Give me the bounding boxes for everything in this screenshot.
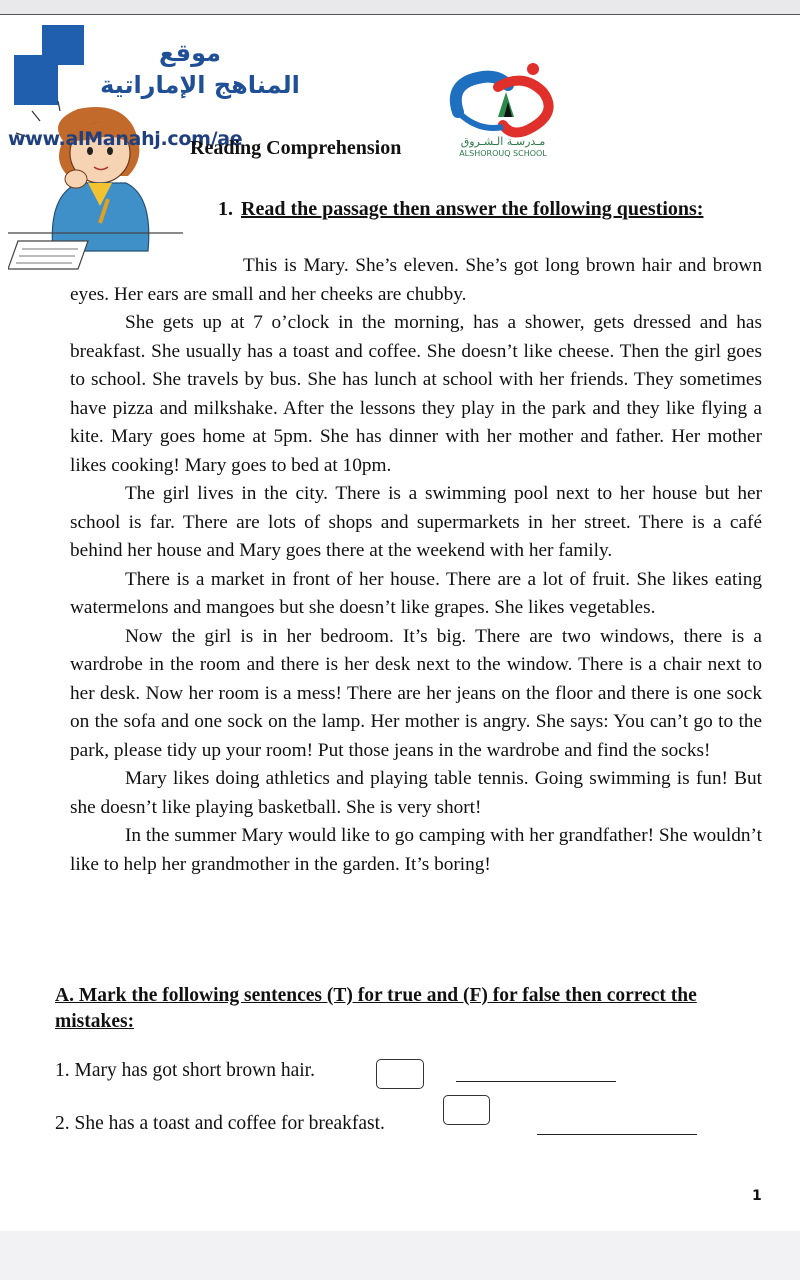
watermark-logo-square <box>14 55 58 105</box>
passage-paragraph: Mary likes doing athletics and playing table tennis. Going swimming is fun! But she doesn’t like playing basketball. She is very short! <box>70 768 762 818</box>
watermark-arabic-subtitle: المناهج الإماراتية <box>100 71 300 99</box>
question-number: 1. <box>218 198 233 220</box>
viewer-bottom-strip <box>0 1231 800 1280</box>
girl-reading-illustration <box>8 101 188 271</box>
page-number: 1 <box>752 1188 762 1204</box>
passage-paragraph: The girl lives in the city. There is a swimming pool next to her house but her school is far. There are lots of shops and supermarkets in her street. There is a café behind her house and Mary goes there at the weekend with her family. <box>70 483 762 561</box>
watermark-url: www.alManahj.com/ae <box>8 128 243 150</box>
statement-1: 1. Mary has got short brown hair. <box>55 1060 315 1081</box>
answer-box-2[interactable] <box>443 1095 490 1125</box>
passage-paragraph: Now the girl is in her bedroom. It’s big. There are two windows, there is a wardrobe in the room and there is her desk next to the window. There is a chair next to her desk. Now her room is a mess! There are her jeans on the floor and there is one sock on the sofa and one sock on the lamp. Her mother is angry. She says: You can’t go to the park, please tidy up your room! Put those jeans in the wardrobe and find the socks! <box>70 625 762 761</box>
correction-line-2[interactable] <box>537 1134 697 1135</box>
passage-paragraph: This is Mary. She’s eleven. She’s got long brown hair and brown eyes. Her ears are small and her cheeks are chubby. <box>70 255 762 305</box>
passage-paragraph: She gets up at 7 o’clock in the morning, has a shower, gets dressed and has breakfast. She usually has a toast and coffee. She doesn’t like cheese. Then the girl goes to school. She travels by bus. She has lunch at school with her friends. They sometimes have pizza and milkshake. After the lessons they play in the park and they like flying a kite. Mary goes home at 5pm. She has dinner with her mother and father. Her mother likes cooking! Mary goes to bed at 10pm. <box>70 312 762 476</box>
passage-paragraph: In the summer Mary would like to go camping with her grandfather! She wouldn’t like to help her grandmother in the garden. It’s boring! <box>70 825 762 875</box>
question-heading <box>218 198 703 221</box>
worksheet-page <box>0 14 800 1232</box>
school-name-english: ALSHOROUQ SCHOOL <box>459 149 547 158</box>
correction-line-1[interactable] <box>456 1081 616 1082</box>
question-instruction: Read the passage then answer the following questions: <box>241 198 704 220</box>
school-name-arabic: مـدرسـة الـشـروق <box>460 135 546 148</box>
watermark-arabic-title: موقع <box>158 39 221 67</box>
page-title: Reading Comprehension <box>190 137 402 159</box>
section-a-instruction: A. Mark the following sentences (T) for true and (F) for false then correct the mistakes: <box>55 985 697 1032</box>
answer-box-1[interactable] <box>376 1059 424 1089</box>
reading-passage <box>70 252 762 879</box>
passage-paragraph: There is a market in front of her house. There are a lot of fruit. She likes eating watermelons and mangoes but she doesn’t like grapes. She likes vegetables. <box>70 568 762 618</box>
statement-2: 2. She has a toast and coffee for breakfast. <box>55 1113 385 1134</box>
